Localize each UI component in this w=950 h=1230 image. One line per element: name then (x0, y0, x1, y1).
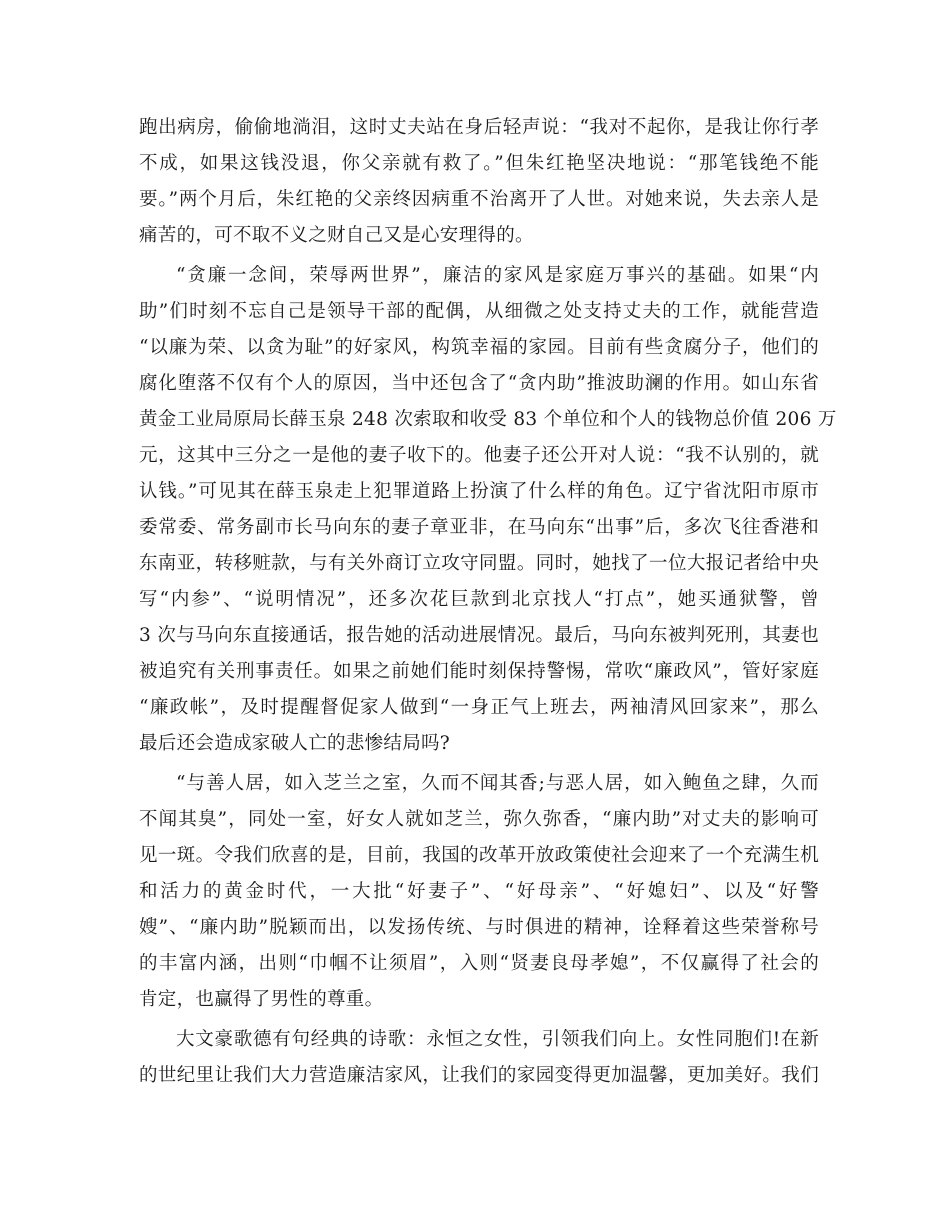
text-line: 3 次与马向东直接通话，报告她的活动进展情况。最后，马向东被判死刑，其妻也 (139, 625, 819, 646)
text-line: 东南亚，转移赃款，与有关外商订立攻守同盟。同时，她找了一位大报记者给中央 (139, 553, 819, 574)
text-line: 认钱。”可见其在薛玉泉走上犯罪道路上扮演了什么样的角色。辽宁省沈阳市原市 (139, 481, 819, 502)
paragraph (139, 766, 819, 1018)
paragraph (139, 258, 837, 762)
text-line: 大文豪歌德有句经典的诗歌：永恒之女性，引领我们向上。女性同胞们!在新 (176, 1029, 819, 1050)
text-line: “与善人居，如入芝兰之室，久而不闻其香;与恶人居，如入鲍鱼之肆，久而 (176, 773, 819, 794)
text-line: “以廉为荣、以贪为耻”的好家风，构筑幸福的家园。目前有些贪腐分子，他们的 (139, 337, 819, 358)
text-line: 和活力的黄金时代，一大批“好妻子”、“好母亲”、“好媳妇”、以及“好警 (139, 881, 819, 902)
text-line: 元，这其中三分之一是他的妻子收下的。他妻子还公开对人说：“我不认别的，就 (139, 445, 819, 466)
text-line: 跑出病房，偷偷地淌泪，这时丈夫站在身后轻声说：“我对不起你，是我让你行孝 (139, 117, 819, 138)
text-line: 见一斑。令我们欣喜的是，目前，我国的改革开放政策使社会迎来了一个充满生机 (139, 845, 819, 866)
text-line: 被追究有关刑事责任。如果之前她们能时刻保持警惕，常吹“廉政风”，管好家庭 (139, 661, 819, 682)
text-line: 最后还会造成家破人亡的悲惨结局吗? (139, 733, 451, 754)
paragraph (139, 1022, 819, 1094)
text-line: “贪廉一念间，荣辱两世界”，廉洁的家风是家庭万事兴的基础。如果“内 (176, 265, 819, 286)
text-line: 的世纪里让我们大力营造廉洁家风，让我们的家园变得更加温馨，更加美好。我们 (139, 1065, 819, 1086)
text-line: 黄金工业局原局长薛玉泉 248 次索取和收受 83 个单位和个人的钱物总价值 206 万 (139, 409, 837, 430)
text-line: 要。”两个月后，朱红艳的父亲终因病重不治离开了人世。对她来说，失去亲人是 (139, 189, 819, 210)
text-line: 痛苦的，可不取不义之财自己又是心安理得的。 (139, 225, 534, 246)
text-line: 不成，如果这钱没退，你父亲就有救了。”但朱红艳坚决地说：“那笔钱绝不能 (139, 153, 819, 174)
document-body (139, 110, 837, 1094)
text-line: 写“内参”、“说明情况”，还多次花巨款到北京找人“打点”，她买通狱警，曾 (139, 589, 819, 610)
text-line: 不闻其臭”，同处一室，好女人就如芝兰，弥久弥香，“廉内助”对丈夫的影响可 (139, 809, 819, 830)
text-line: 肯定，也赢得了男性的尊重。 (139, 989, 384, 1010)
text-line: 嫂”、“廉内助”脱颖而出，以发扬传统、与时俱进的精神，诠释着这些荣誉称号 (139, 917, 819, 938)
text-line: 的丰富内涵，出则“巾帼不让须眉”，入则“贤妻良母孝媳”，不仅赢得了社会的 (139, 953, 819, 974)
text-line: 助”们时刻不忘自己是领导干部的配偶，从细微之处支持丈夫的工作，就能营造 (139, 301, 819, 322)
text-line: 腐化堕落不仅有个人的原因，当中还包含了“贪内助”推波助澜的作用。如山东省 (139, 373, 819, 394)
paragraph (139, 110, 819, 254)
text-line: “廉政帐”，及时提醒督促家人做到“一身正气上班去，两袖清风回家来”，那么 (139, 697, 819, 718)
text-line: 委常委、常务副市长马向东的妻子章亚非，在马向东“出事”后，多次飞往香港和 (139, 517, 819, 538)
